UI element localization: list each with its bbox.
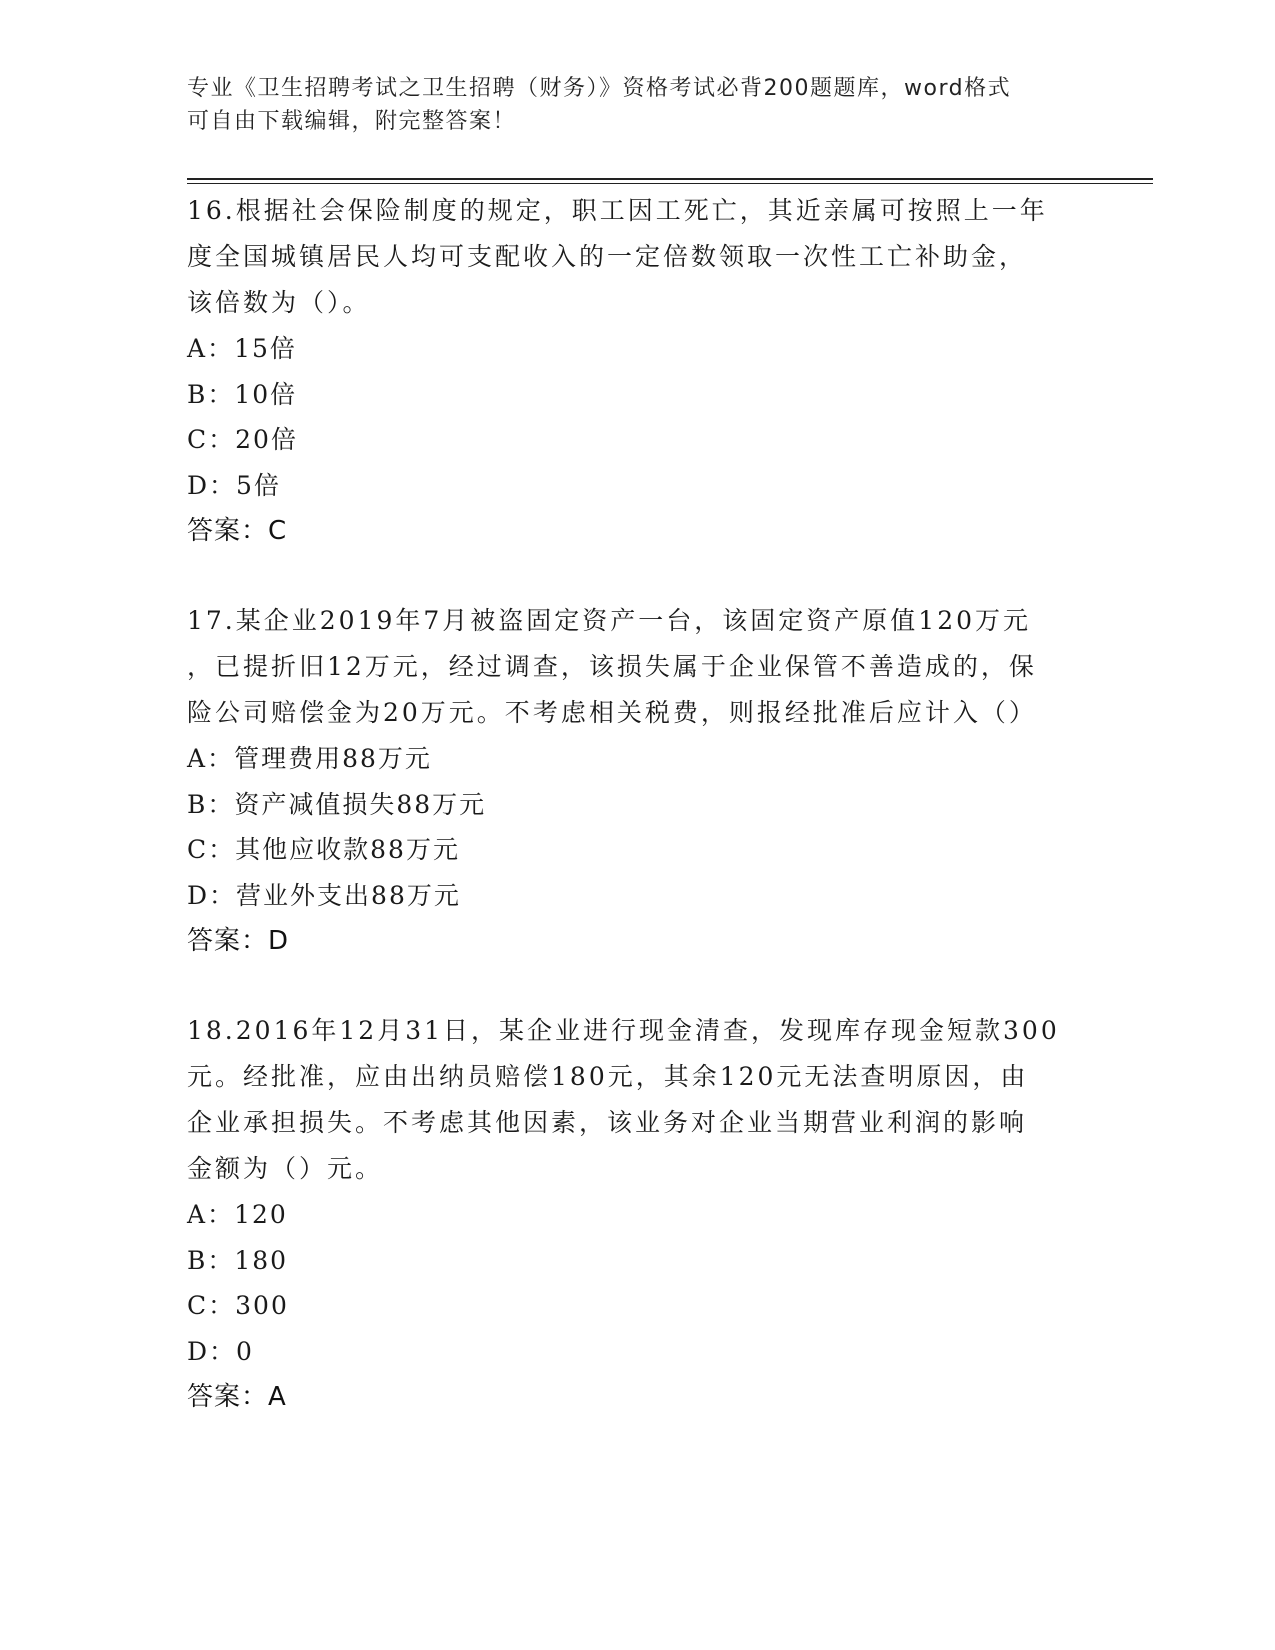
header-line-1: 专业《卫生招聘考试之卫生招聘（财务）》资格考试必背200题题库，word格式 [187, 76, 1012, 101]
option-key: B： [187, 789, 235, 819]
option-key: D： [187, 1336, 237, 1366]
option-key: A： [187, 334, 235, 363]
option-key: D： [187, 880, 237, 910]
option-key: C： [187, 835, 236, 864]
stem-line: 金额为（）元。 [187, 1154, 384, 1183]
stem-line: 元。经批准，应由出纳员赔偿180元，其余120元无法查明原因，由 [187, 1062, 1029, 1091]
option-b [187, 782, 1077, 828]
question-16 [187, 188, 1077, 554]
stem-line: 该倍数为（）。 [187, 288, 371, 317]
option-a [187, 736, 1077, 782]
option-d [187, 1329, 1077, 1375]
option-d [187, 873, 1077, 919]
option-b [187, 1238, 1077, 1284]
option-text: 180 [234, 1245, 289, 1275]
option-key: A： [187, 744, 235, 773]
question-stem [187, 1008, 1077, 1192]
option-c [187, 417, 1077, 463]
stem-line: 险公司赔偿金为20万元。不考虑相关税费，则报经批准后应计入（） [187, 698, 1037, 727]
answer-line: 答案：D [187, 926, 290, 956]
question-17 [187, 598, 1077, 964]
option-key: C： [187, 1291, 236, 1320]
option-text: 其他应收款88万元 [235, 835, 460, 864]
option-text: 0 [236, 1336, 254, 1366]
stem-line: 度全国城镇居民人均可支配收入的一定倍数领取一次性工亡补助金， [187, 242, 1028, 271]
option-text: 300 [235, 1291, 289, 1320]
option-d [187, 463, 1077, 509]
option-b [187, 372, 1077, 418]
header-line-2: 可自由下载编辑，附完整答案！ [187, 109, 517, 134]
option-key: B： [187, 379, 235, 409]
question-18 [187, 1008, 1077, 1420]
option-key: B： [187, 1245, 235, 1275]
option-a [187, 326, 1077, 372]
answer-line: 答案：C [187, 516, 288, 546]
option-a [187, 1192, 1077, 1238]
question-stem [187, 598, 1077, 736]
answer-line: 答案：A [187, 1382, 287, 1412]
option-text: 营业外支出88万元 [236, 880, 461, 910]
option-text: 15倍 [234, 334, 297, 363]
header-divider-thick [187, 178, 1153, 180]
stem-line: 17.某企业2019年7月被盗固定资产一台，该固定资产原值120万元 [187, 606, 1032, 635]
stem-line: 18.2016年12月31日，某企业进行现金清查，发现库存现金短款300 [187, 1016, 1060, 1045]
question-stem [187, 188, 1077, 326]
option-text: 资产减值损失88万元 [234, 789, 487, 819]
option-key: A： [187, 1200, 235, 1229]
stem-line: 企业承担损失。不考虑其他因素，该业务对企业当期营业利润的影响 [187, 1108, 1028, 1137]
option-c [187, 827, 1077, 873]
option-c [187, 1283, 1077, 1329]
option-text: 10倍 [234, 379, 298, 409]
option-key: C： [187, 425, 236, 454]
option-key: D： [187, 470, 237, 500]
option-text: 5倍 [236, 470, 281, 500]
option-text: 120 [234, 1200, 288, 1229]
header-divider-thin [187, 183, 1153, 184]
document-header [187, 72, 1067, 138]
option-text: 管理费用88万元 [234, 744, 432, 773]
stem-line: 16.根据社会保险制度的规定，职工因工死亡，其近亲属可按照上一年 [187, 196, 1048, 225]
stem-line: ，已提折旧12万元，经过调查，该损失属于企业保管不善造成的，保 [187, 652, 1037, 681]
option-text: 20倍 [235, 425, 298, 454]
